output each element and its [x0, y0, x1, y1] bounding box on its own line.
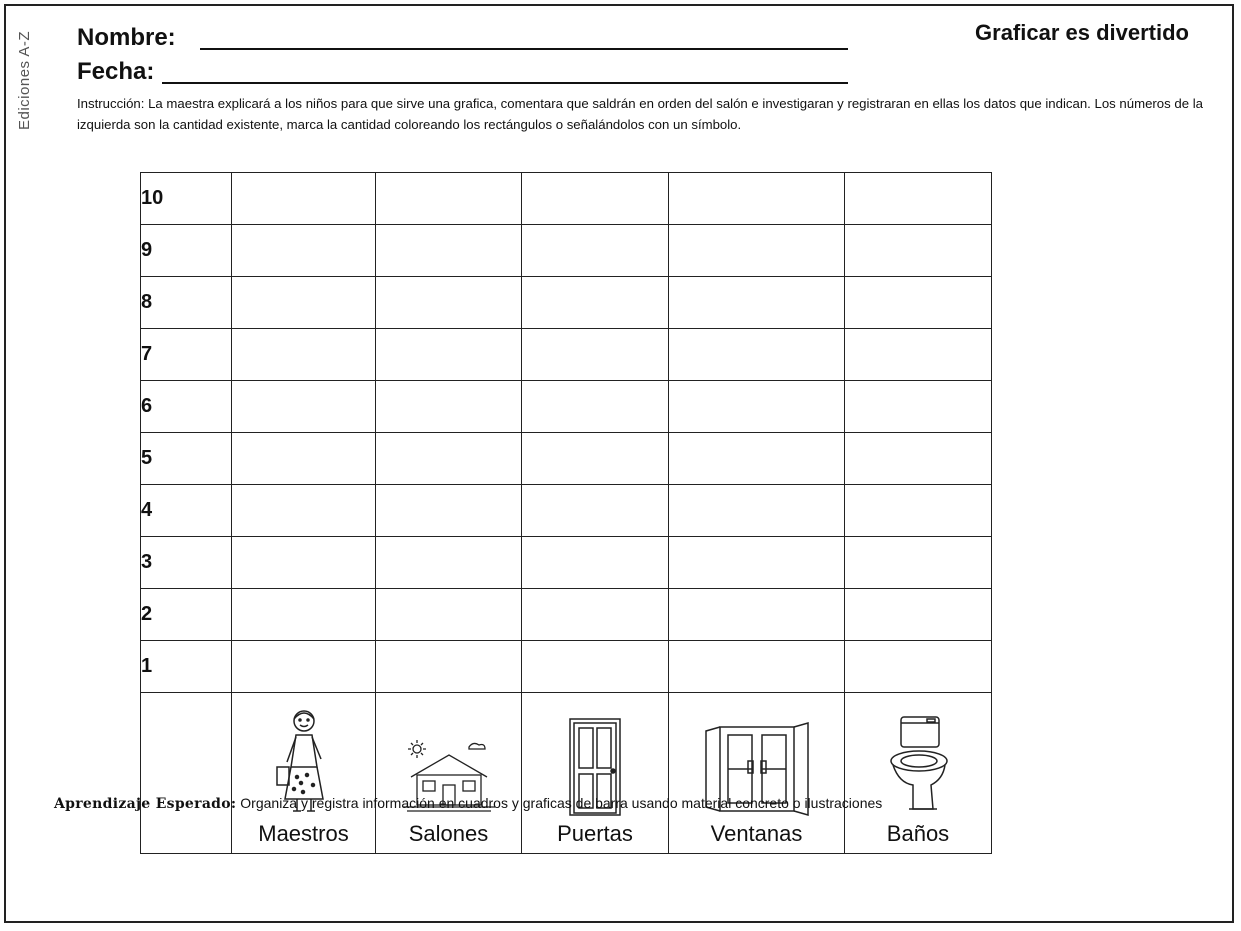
graph-cell[interactable]: [522, 277, 669, 329]
category-label: Salones: [408, 821, 489, 846]
graph-cell[interactable]: [845, 381, 992, 433]
grid-row: [141, 277, 992, 329]
graph-cell[interactable]: [522, 537, 669, 589]
row-number: 9: [141, 225, 232, 277]
graph-cell[interactable]: [669, 173, 845, 225]
graph-cell[interactable]: [522, 173, 669, 225]
graph-cell[interactable]: [669, 381, 845, 433]
graph-cell[interactable]: [376, 277, 522, 329]
category-puertas: [522, 693, 669, 854]
grid-row: [141, 225, 992, 277]
graph-cell[interactable]: [376, 485, 522, 537]
graph-cell[interactable]: [232, 485, 376, 537]
learning-outcome: [54, 795, 882, 812]
graph-cell[interactable]: [376, 641, 522, 693]
graph-cell[interactable]: [669, 537, 845, 589]
row-number: 8: [141, 277, 232, 329]
graph-cell[interactable]: [522, 589, 669, 641]
worksheet-title: Graficar es divertido: [975, 20, 1189, 45]
graph-cell[interactable]: [232, 329, 376, 381]
category-salones: [376, 693, 522, 854]
graph-cell[interactable]: [669, 329, 845, 381]
grid-row: [141, 485, 992, 537]
graph-cell[interactable]: [376, 537, 522, 589]
graph-cell[interactable]: [845, 589, 992, 641]
name-line[interactable]: [200, 48, 848, 50]
grid-row: [141, 329, 992, 381]
date-line[interactable]: [162, 82, 848, 84]
instruction-text: Instrucción: La maestra explicará a los niños para que sirve una grafica, comentara que saldrán en orden del salón e investigaran y registraran en ellas los datos que indican. Los números de la izquierda son la cantidad existente, marca la cantidad coloreando los rectángulos o señalándolos con un símbolo.: [77, 96, 1203, 132]
empty-corner-cell: [141, 693, 232, 854]
row-number: 5: [141, 433, 232, 485]
toilet-icon: [883, 713, 953, 817]
graph-cell[interactable]: [232, 173, 376, 225]
row-number: 4: [141, 485, 232, 537]
graph-cell[interactable]: [522, 225, 669, 277]
category-label: Baños: [886, 821, 950, 846]
graph-cell[interactable]: [232, 641, 376, 693]
row-number: 3: [141, 537, 232, 589]
graph-cell[interactable]: [522, 433, 669, 485]
category-ventanas: [669, 693, 845, 854]
graph-cell[interactable]: [669, 485, 845, 537]
grid-row: [141, 173, 992, 225]
graph-cell[interactable]: [669, 433, 845, 485]
category-banos: [845, 693, 992, 854]
name-label: Nombre:: [77, 24, 176, 51]
graph-cell[interactable]: [376, 381, 522, 433]
row-number: 10: [141, 173, 232, 225]
row-number: 6: [141, 381, 232, 433]
graph-cell[interactable]: [376, 433, 522, 485]
row-number: 1: [141, 641, 232, 693]
graph-cell[interactable]: [845, 485, 992, 537]
grid-row: [141, 641, 992, 693]
graph-cell[interactable]: [232, 381, 376, 433]
graph-cell[interactable]: [522, 381, 669, 433]
graph-cell[interactable]: [522, 329, 669, 381]
graph-cell[interactable]: [522, 485, 669, 537]
graph-cell[interactable]: [376, 329, 522, 381]
graph-cell[interactable]: [669, 641, 845, 693]
graph-cell[interactable]: [845, 537, 992, 589]
category-label: Ventanas: [710, 821, 803, 846]
graph-cell[interactable]: [669, 277, 845, 329]
graph-cell[interactable]: [845, 329, 992, 381]
graph-cell[interactable]: [376, 225, 522, 277]
learning-outcome-heading: Aprendizaje Esperado:: [54, 796, 237, 812]
graph-cell[interactable]: [845, 433, 992, 485]
graph-cell[interactable]: [232, 433, 376, 485]
graph-cell[interactable]: [232, 225, 376, 277]
graph-cell[interactable]: [845, 641, 992, 693]
date-label: Fecha:: [77, 58, 155, 85]
category-label: Puertas: [557, 821, 633, 846]
row-number: 2: [141, 589, 232, 641]
category-maestros: [232, 693, 376, 854]
graph-cell[interactable]: [669, 225, 845, 277]
graph-cell[interactable]: [845, 173, 992, 225]
graph-cell[interactable]: [376, 589, 522, 641]
graph-cell[interactable]: [376, 173, 522, 225]
graph-cell[interactable]: [669, 589, 845, 641]
publisher-label: Ediciones A-Z: [16, 30, 33, 130]
grid-row: [141, 589, 992, 641]
graph-cell[interactable]: [522, 641, 669, 693]
grid-row: [141, 537, 992, 589]
row-number: 7: [141, 329, 232, 381]
grid-row: [141, 433, 992, 485]
bar-graph-grid: [140, 172, 992, 854]
graph-cell[interactable]: [232, 589, 376, 641]
graph-cell[interactable]: [845, 225, 992, 277]
grid-row: [141, 381, 992, 433]
graph-cell[interactable]: [232, 537, 376, 589]
learning-outcome-text: Organiza y registra información en cuadros y graficas de barra usando material concreto o ilustraciones: [236, 795, 883, 811]
graph-cell[interactable]: [845, 277, 992, 329]
category-label: Maestros: [258, 821, 349, 846]
category-row: [141, 693, 992, 854]
graph-cell[interactable]: [232, 277, 376, 329]
